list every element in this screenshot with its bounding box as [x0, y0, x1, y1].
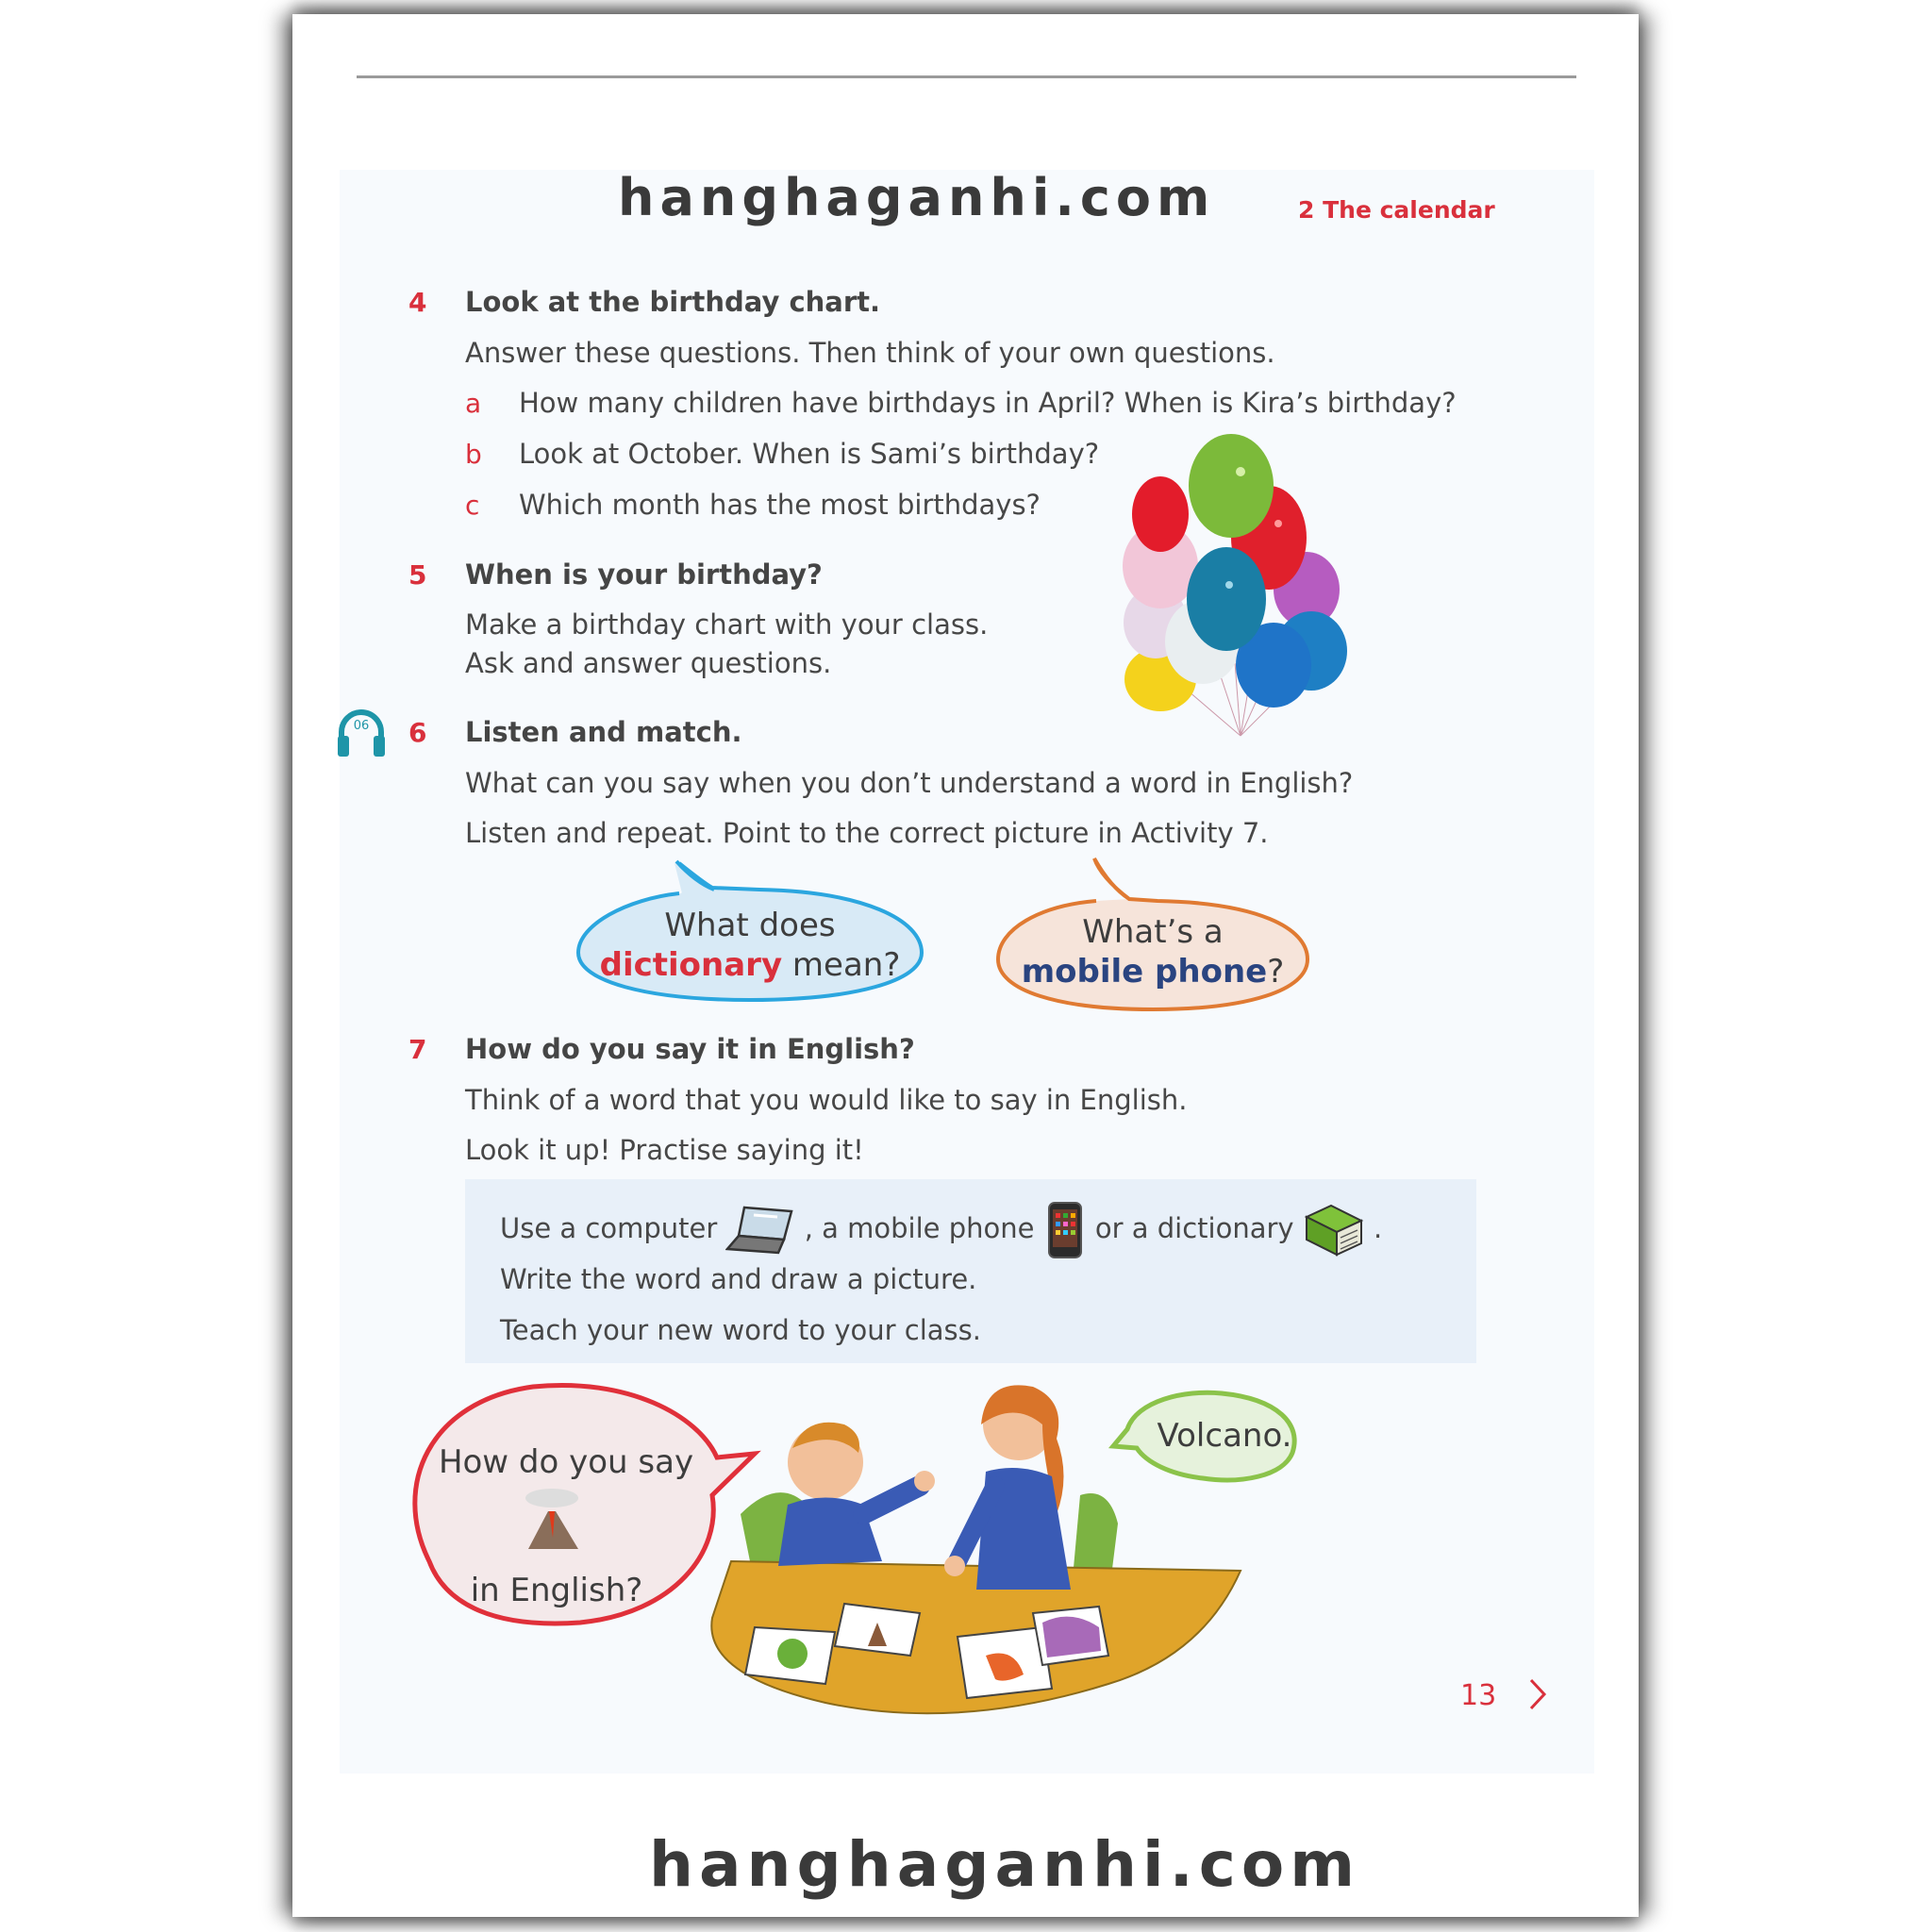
question-bubble-line-1: How do you say — [438, 1443, 694, 1481]
top-divider — [357, 75, 1576, 78]
laptop-icon — [725, 1204, 795, 1257]
audio-track-number: 06 — [353, 719, 370, 733]
bubble-2-line-1: What’s a — [1082, 913, 1224, 951]
dictionary-icon — [1303, 1202, 1365, 1258]
next-page-chevron-icon[interactable] — [1528, 1677, 1547, 1711]
keyword-dictionary: dictionary — [599, 946, 783, 984]
question-c-letter: c — [465, 490, 480, 521]
question-a: How many children have birthdays in April? When is Kira’s birthday? — [519, 387, 1457, 419]
page-number: 13 — [1460, 1679, 1497, 1712]
question-b-letter: b — [465, 439, 482, 470]
tip-part-3: or a dictionary — [1094, 1212, 1294, 1244]
bubble-2-rest: ? — [1267, 953, 1285, 991]
activity-6-line-1: What can you say when you don’t understand a word in English? — [465, 767, 1354, 799]
activity-5-number: 5 — [408, 559, 427, 591]
balloons-image — [1118, 434, 1373, 745]
activity-5-title: When is your birthday? — [465, 558, 823, 591]
activity-6-number: 6 — [408, 717, 427, 748]
speech-bubble-dictionary — [571, 854, 929, 1005]
question-c: Which month has the most birthdays? — [519, 489, 1041, 521]
tip-line-1 — [500, 1200, 1382, 1260]
tip-part-4: . — [1374, 1212, 1383, 1244]
question-a-letter: a — [465, 388, 482, 419]
mobile-phone-icon — [1043, 1200, 1087, 1260]
answer-bubble-text: Volcano. — [1157, 1417, 1292, 1455]
watermark-top: hanghaganhi.com — [618, 168, 1216, 227]
activity-7-line-1: Think of a word that you would like to say in English. — [465, 1084, 1188, 1116]
tip-part-1: Use a computer — [500, 1212, 718, 1244]
bubble-1-rest: mean? — [782, 946, 901, 984]
keyword-mobile-phone: mobile phone — [1021, 953, 1268, 991]
headphones-audio-icon[interactable] — [336, 708, 387, 758]
activity-6-title: Listen and match. — [465, 716, 742, 748]
activity-4-number: 4 — [408, 287, 427, 318]
bubble-2-line-2 — [992, 952, 1313, 991]
activity-7-title: How do you say it in English? — [465, 1033, 915, 1065]
question-bubble-line-2: in English? — [470, 1572, 643, 1609]
activity-5-line-1: Make a birthday chart with your class. — [465, 608, 989, 641]
activity-7-line-2: Look it up! Practise saying it! — [465, 1134, 864, 1166]
activity-5-line-2: Ask and answer questions. — [465, 647, 832, 679]
tip-line-2: Write the word and draw a picture. — [500, 1263, 977, 1295]
chapter-label: 2 The calendar — [1298, 196, 1495, 224]
activity-6-line-2: Listen and repeat. Point to the correct picture in Activity 7. — [465, 817, 1269, 849]
tip-line-3: Teach your new word to your class. — [500, 1314, 981, 1346]
bubble-1-line-1: What does — [664, 907, 836, 944]
activity-4-instruction: Answer these questions. Then think of your own questions. — [465, 337, 1275, 369]
question-b: Look at October. When is Sami’s birthday? — [519, 438, 1100, 470]
watermark-bottom: hanghaganhi.com — [649, 1828, 1360, 1901]
speech-bubble-mobile-phone — [992, 854, 1313, 1014]
activity-4-title: Look at the birthday chart. — [465, 286, 881, 318]
bubble-1-line-2 — [571, 945, 929, 985]
activity-7-number: 7 — [408, 1034, 427, 1065]
tip-part-2: , a mobile phone — [804, 1212, 1035, 1244]
